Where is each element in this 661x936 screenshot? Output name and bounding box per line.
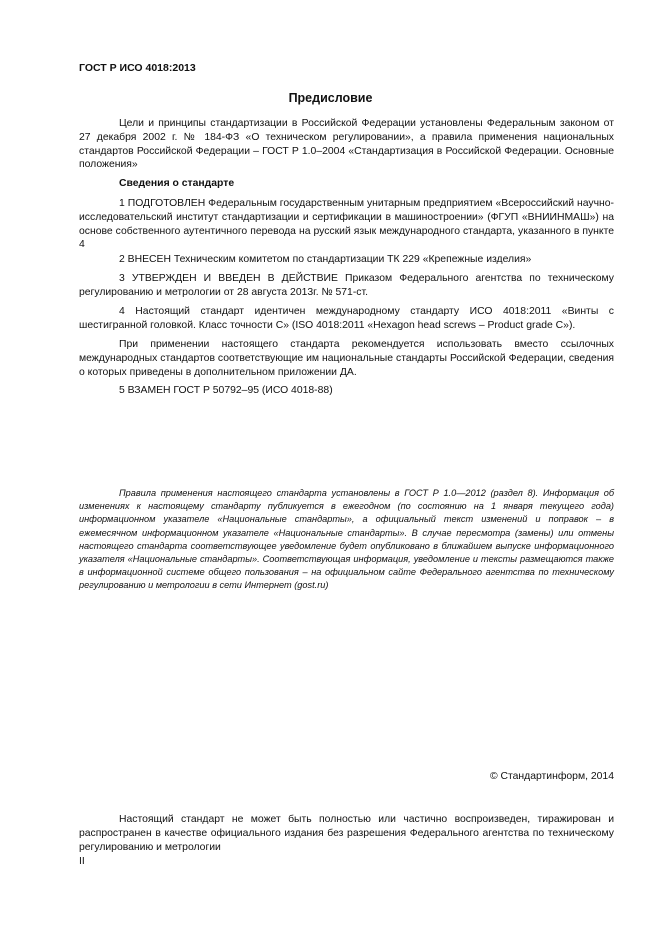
document-code: ГОСТ Р ИСО 4018:2013 bbox=[79, 62, 196, 74]
item-2-submitted: 2 ВНЕСЕН Техническим комитетом по стандартизации ТК 229 «Крепежные изделия» bbox=[119, 254, 532, 265]
item-4-identical: 4 Настоящий стандарт идентичен международному стандарту ИСО 4018:2011 «Винты с шестигранной головкой. Класс точности С» (ISO 4018:2011 «Hexagon head screws – Product grade C»). bbox=[79, 306, 614, 331]
page-number: II bbox=[79, 856, 85, 867]
item-3-approved: 3 УТВЕРЖДЕН И ВВЕДЕН В ДЕЙСТВИЕ Приказом Федерального агентства по техническому регулированию и метрологии от 28 августа 2013г. № 571-ст. bbox=[79, 273, 614, 298]
info-heading: Сведения о стандарте bbox=[119, 178, 235, 189]
legal-notice: Настоящий стандарт не может быть полностью или частично воспроизведен, тиражирован и распространен в качестве официального издания без разрешения Федерального агентства по техническому регулированию и метрологии bbox=[79, 814, 614, 853]
item-4-note: При применении настоящего стандарта рекомендуется использовать вместо ссылочных международных стандартов соответствующие им национальные стандарты Российской Федерации, сведения о которых приведены в дополнительном приложении ДА. bbox=[79, 339, 614, 378]
page-title: Предисловие bbox=[288, 91, 373, 105]
intro-paragraph: Цели и принципы стандартизации в Российской Федерации установлены Федеральным законом от 27 декабря 2002 г. № 184-ФЗ «О техническом регулировании», а правила применения национальных стандартов Российской Федерации – ГОСТ Р 1.0–2004 «Стандартизация в Российской Федерации. Основные положения» bbox=[79, 118, 614, 171]
item-5-replaces: 5 ВЗАМЕН ГОСТ Р 50792–95 (ИСО 4018-88) bbox=[119, 385, 333, 396]
application-notice: Правила применения настоящего стандарта установлены в ГОСТ Р 1.0—2012 (раздел 8). Информация об изменениях к настоящему стандарту публикуется в ежегодном (по состоянию на 1 января текущего года) информационном указателе «Национальные стандарты», а официальный текст изменений и поправок – в ежемесячном информационном указателе «Национальные стандарты». В случае пересмотра (замены) или отмены настоящего стандарта соответствующее уведомление будет опубликовано в ближайшем выпуске информационного указателя «Национальные стандарты». Соответствующая информация, уведомление и тексты размещаются также в информационной системе общего пользования – на официальном сайте Федерального агентства по техническому регулированию и метрологии в сети Интернет (gost.ru) bbox=[79, 488, 614, 591]
item-1-prepared: 1 ПОДГОТОВЛЕН Федеральным государственным унитарным предприятием «Всероссийский научно-исследовательский институт стандартизации и сертификации в машиностроении» (ФГУП «ВНИИНМАШ») на основе собственного аутентичного перевода на русский язык международного стандарта, указанного в пункте 4 bbox=[79, 198, 614, 251]
copyright: © Стандартинформ, 2014 bbox=[489, 771, 614, 782]
